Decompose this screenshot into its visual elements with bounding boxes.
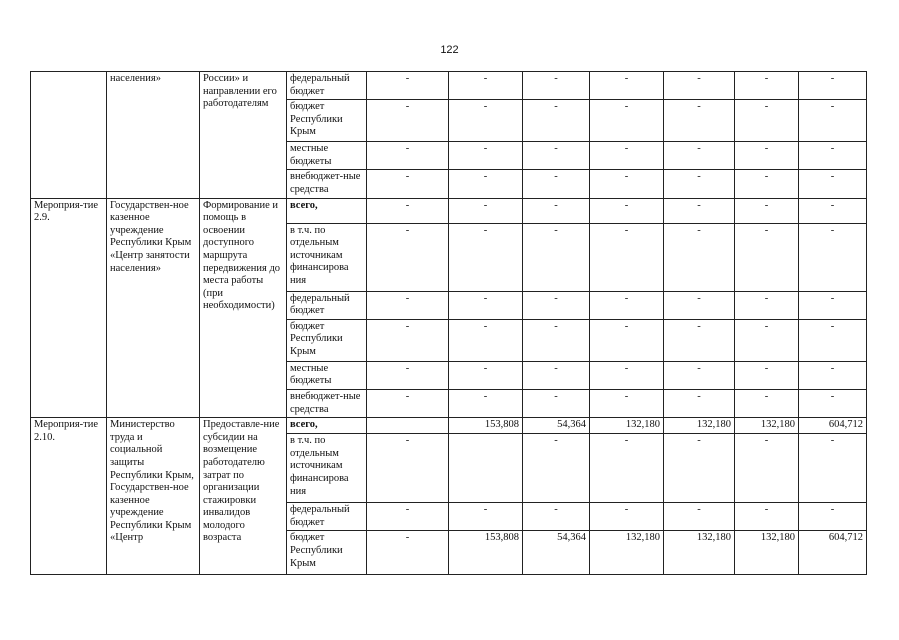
value-cell: - (449, 503, 523, 531)
value-cell: 132,180 (735, 418, 799, 434)
value-cell: - (735, 170, 799, 198)
value-cell: - (449, 223, 523, 291)
value-cell: - (735, 389, 799, 417)
value-cell: - (367, 291, 449, 319)
measure-id-cell (31, 72, 107, 199)
value-cell: - (367, 170, 449, 198)
value-cell: - (367, 389, 449, 417)
value-cell: - (449, 142, 523, 170)
funding-source-label: местные бюджеты (287, 361, 367, 389)
value-cell: - (449, 198, 523, 223)
value-cell: 604,712 (799, 418, 867, 434)
funding-source-label: в т.ч. по отдельным источникам финансирова ния (287, 434, 367, 503)
value-cell: - (590, 389, 664, 417)
executor-cell: Государствен-ное казенное учреждение Республики Крым «Центр занятости населения» (107, 198, 200, 418)
value-cell: - (449, 72, 523, 100)
funding-source-label: бюджет Республики Крым (287, 100, 367, 142)
table-row (31, 72, 867, 100)
value-cell: - (799, 389, 867, 417)
purpose-cell: Предоставле-ние субсидии на возмещение работодателю затрат по организации стажировки инвалидов молодого возраста (200, 418, 287, 575)
value-cell: - (664, 361, 735, 389)
value-cell: - (799, 503, 867, 531)
value-cell: - (367, 72, 449, 100)
value-cell: - (449, 361, 523, 389)
value-cell: - (664, 503, 735, 531)
value-cell: - (799, 361, 867, 389)
measure-id-cell: Мероприя-тие 2.10. (31, 418, 107, 575)
value-cell: - (664, 434, 735, 503)
funding-table (30, 71, 867, 575)
value-cell: - (523, 291, 590, 319)
purpose-cell: России» и направлении его работодателям (200, 72, 287, 199)
value-cell (449, 434, 523, 503)
value-cell: - (590, 434, 664, 503)
value-cell: - (664, 100, 735, 142)
value-cell: - (523, 142, 590, 170)
value-cell: - (367, 100, 449, 142)
value-cell: - (799, 319, 867, 361)
value-cell: - (523, 170, 590, 198)
value-cell: - (449, 170, 523, 198)
value-cell: - (590, 319, 664, 361)
value-cell: 132,180 (590, 418, 664, 434)
value-cell: - (735, 72, 799, 100)
value-cell: - (735, 361, 799, 389)
value-cell: - (523, 503, 590, 531)
funding-source-label: федеральный бюджет (287, 503, 367, 531)
value-cell: - (367, 142, 449, 170)
value-cell: - (735, 142, 799, 170)
value-cell: - (590, 223, 664, 291)
value-cell: - (799, 434, 867, 503)
value-cell: - (367, 434, 449, 503)
table-row (31, 198, 867, 223)
value-cell: 132,180 (664, 418, 735, 434)
funding-source-label: федеральный бюджет (287, 291, 367, 319)
value-cell: 153,808 (449, 531, 523, 575)
value-cell: - (523, 389, 590, 417)
value-cell: - (799, 170, 867, 198)
value-cell: - (367, 531, 449, 575)
value-cell: - (664, 198, 735, 223)
value-cell: 54,364 (523, 531, 590, 575)
page-number: 122 (440, 44, 459, 56)
value-cell: - (799, 100, 867, 142)
value-cell: - (590, 72, 664, 100)
value-cell: 132,180 (664, 531, 735, 575)
value-cell: - (799, 142, 867, 170)
value-cell: - (735, 198, 799, 223)
purpose-cell: Формирование и помощь в освоении доступного маршрута передвижения до места работы (при необходимости) (200, 198, 287, 418)
funding-source-label: всего, (287, 418, 367, 434)
value-cell: 153,808 (449, 418, 523, 434)
value-cell: - (664, 319, 735, 361)
value-cell: - (735, 503, 799, 531)
value-cell: 132,180 (590, 531, 664, 575)
value-cell: - (590, 503, 664, 531)
value-cell: 132,180 (735, 531, 799, 575)
value-cell: - (799, 223, 867, 291)
value-cell: - (664, 170, 735, 198)
value-cell: - (523, 100, 590, 142)
value-cell: - (367, 223, 449, 291)
value-cell: - (735, 434, 799, 503)
value-cell: - (523, 319, 590, 361)
value-cell: - (799, 198, 867, 223)
value-cell: - (664, 389, 735, 417)
value-cell: - (735, 319, 799, 361)
value-cell: - (664, 142, 735, 170)
funding-source-label: федеральный бюджет (287, 72, 367, 100)
value-cell (367, 418, 449, 434)
table-row (31, 418, 867, 434)
funding-source-label: в т.ч. по отдельным источникам финансирова ния (287, 223, 367, 291)
value-cell: - (367, 361, 449, 389)
value-cell: - (449, 319, 523, 361)
value-cell: - (367, 503, 449, 531)
value-cell: - (367, 198, 449, 223)
funding-source-label: бюджет Республики Крым (287, 531, 367, 575)
value-cell: - (449, 291, 523, 319)
value-cell: - (590, 100, 664, 142)
funding-source-label: внебюджет-ные средства (287, 389, 367, 417)
value-cell: - (523, 72, 590, 100)
executor-cell: Министерство труда и социальной защиты Республики Крым, Государствен-ное казенное учреждение Республики Крым «Центр (107, 418, 200, 575)
value-cell: 54,364 (523, 418, 590, 434)
value-cell: - (523, 198, 590, 223)
value-cell: - (590, 170, 664, 198)
executor-cell: населения» (107, 72, 200, 199)
value-cell: - (590, 198, 664, 223)
value-cell: - (664, 291, 735, 319)
funding-source-label: всего, (287, 198, 367, 223)
funding-source-label: бюджет Республики Крым (287, 319, 367, 361)
value-cell: - (449, 389, 523, 417)
value-cell: - (799, 72, 867, 100)
value-cell: - (735, 100, 799, 142)
value-cell: 604,712 (799, 531, 867, 575)
funding-source-label: местные бюджеты (287, 142, 367, 170)
value-cell: - (664, 223, 735, 291)
value-cell: - (799, 291, 867, 319)
value-cell: - (367, 319, 449, 361)
value-cell: - (590, 361, 664, 389)
value-cell: - (523, 361, 590, 389)
funding-source-label: внебюджет-ные средства (287, 170, 367, 198)
value-cell: - (523, 223, 590, 291)
measure-id-cell: Мероприя-тие 2.9. (31, 198, 107, 418)
value-cell: - (590, 142, 664, 170)
value-cell: - (590, 291, 664, 319)
value-cell: - (664, 72, 735, 100)
value-cell: - (449, 100, 523, 142)
value-cell: - (523, 434, 590, 503)
value-cell: - (735, 291, 799, 319)
value-cell: - (735, 223, 799, 291)
